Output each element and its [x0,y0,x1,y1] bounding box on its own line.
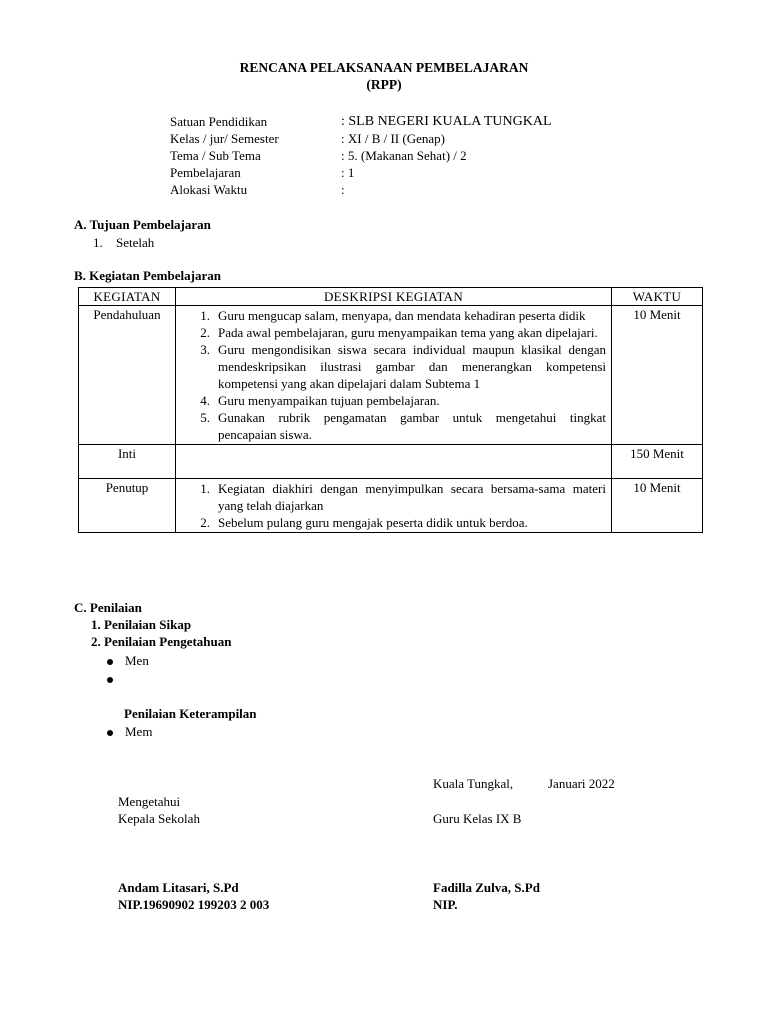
step-number: 2. [200,515,210,530]
step-text: Pada awal pembelajaran, guru menyampaikan tema yang akan dipelajari. [218,325,598,340]
signature-left-name: Andam Litasari, S.Pd [118,880,239,895]
step-number: 1. [200,308,210,323]
section-a-item-number: 1. [93,235,103,250]
list-item [177,514,606,531]
signature-left-line2: Kepala Sekolah [118,811,200,826]
step-text: Gunakan rubrik pengamatan gambar untuk mengetahui tingkat pencapaian siswa. [218,410,606,442]
step-number: 5. [200,410,210,425]
identity-value-pembelajaran: : 1 [341,165,355,180]
kegiatan-table [78,287,703,533]
identity-label-tema: Tema / Sub Tema [170,148,261,163]
signature-right-line2: Guru Kelas IX B [433,811,522,826]
signature-date: Januari 2022 [548,776,615,791]
bullet-text: Mem [125,724,153,739]
document-title: RENCANA PELAKSANAAN PEMBELAJARAN [239,60,529,75]
row-waktu: 150 Menit [612,445,703,479]
row-waktu: 10 Menit [612,479,703,533]
table-header-deskripsi: DESKRIPSI KEGIATAN [176,288,612,306]
table-row [79,306,703,445]
penilaian-pengetahuan-heading: 2. Penilaian Pengetahuan [91,634,232,649]
penilaian-keterampilan-heading: Penilaian Keterampilan [124,706,257,721]
bullet-icon [107,659,113,665]
section-b-heading: B. Kegiatan Pembelajaran [74,268,221,283]
table-row [79,479,703,533]
list-item [177,307,606,324]
list-item [177,324,606,341]
step-text: Sebelum pulang guru mengajak peserta didik untuk berdoa. [218,515,528,530]
step-number: 3. [200,342,210,357]
table-row [79,445,703,479]
row-kegiatan: Pendahuluan [79,306,176,445]
bullet-icon [107,677,113,683]
step-number: 1. [200,481,210,496]
identity-value-tema: : 5. (Makanan Sehat) / 2 [341,148,467,163]
row-kegiatan: Penutup [79,479,176,533]
table-header-row [79,288,703,306]
section-c-heading: C. Penilaian [74,600,142,615]
step-text: Guru mengucap salam, menyapa, dan mendata kehadiran peserta didik [218,308,586,323]
signature-right-nip: NIP. [433,897,458,912]
identity-label-pembelajaran: Pembelajaran [170,165,241,180]
bullet-text: Men [125,653,149,668]
row-kegiatan: Inti [79,445,176,479]
identity-label-alokasi: Alokasi Waktu [170,182,248,197]
identity-label-kelas: Kelas / jur/ Semester [170,131,279,146]
section-a-item-text: Setelah [116,235,155,250]
list-item [177,409,606,443]
signature-place: Kuala Tungkal, [433,776,514,791]
row-deskripsi [176,306,612,445]
list-item [177,392,606,409]
bullet-icon [107,730,113,736]
section-a-heading: A. Tujuan Pembelajaran [74,217,211,232]
table-header-waktu: WAKTU [612,288,703,306]
table-header-kegiatan: KEGIATAN [79,288,176,306]
step-number: 4. [200,393,210,408]
list-item [177,480,606,514]
row-deskripsi [176,445,612,479]
list-item [177,341,606,392]
row-waktu: 10 Menit [612,306,703,445]
signature-left-line1: Mengetahui [118,794,181,809]
identity-label-satuan: Satuan Pendidikan [170,114,268,129]
signature-left-nip: NIP.19690902 199203 2 003 [118,897,270,912]
row-deskripsi [176,479,612,533]
identity-value-satuan: : SLB NEGERI KUALA TUNGKAL [341,114,552,129]
step-text: Kegiatan diakhiri dengan menyimpulkan secara bersama-sama materi yang telah diajarkan [218,481,606,513]
identity-value-kelas: : XI / B / II (Genap) [341,131,445,146]
step-text: Guru mengondisikan siswa secara individual maupun klasikal dengan mendeskripsikan ilustrasi gambar dan menerangkan kompetensi kompetensi yang akan dipelajari dalam Subtema 1 [218,342,606,391]
penilaian-sikap-heading: 1. Penilaian Sikap [91,617,192,632]
step-number: 2. [200,325,210,340]
step-text: Guru menyampaikan tujuan pembelajaran. [218,393,440,408]
identity-value-alokasi: : [341,182,345,197]
document-subtitle: (RPP) [366,77,402,92]
signature-right-name: Fadilla Zulva, S.Pd [433,880,540,895]
